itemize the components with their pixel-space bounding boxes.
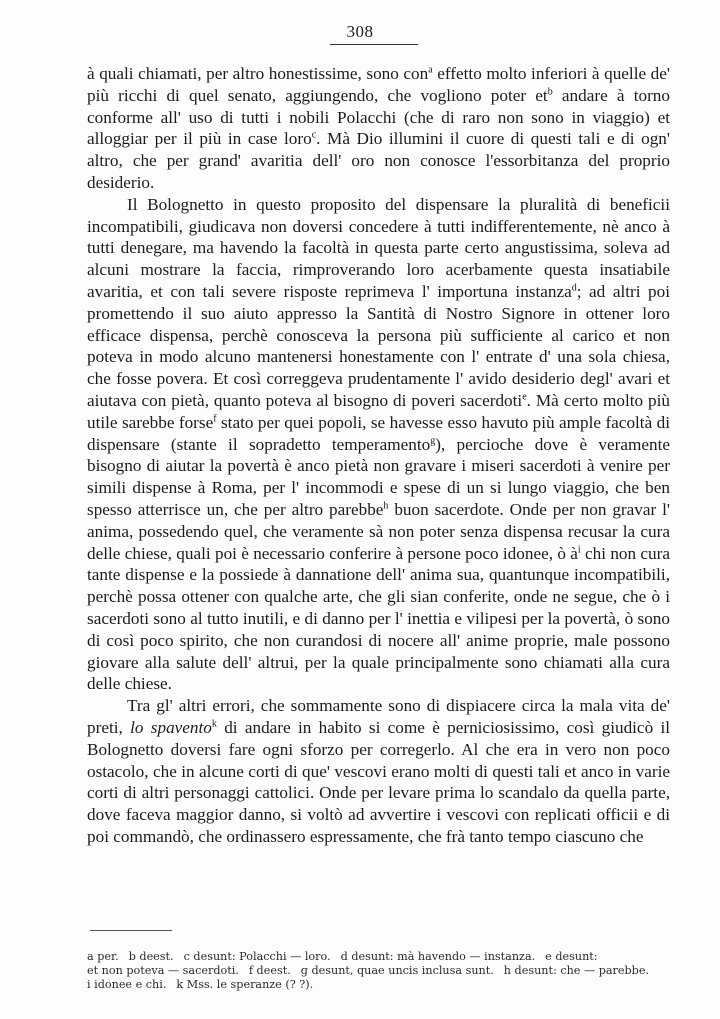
footnote-entry: e desunt: (545, 950, 598, 963)
text-run: ), percioche dove è veramente bisogno di aiutar la povertà è anco pietà non gravare i miseri sacerdoti à venire per simili dispense à Roma, per l' incommodi e spese di un si lungo viaggio, che ben spesso atterrisce un, che per altro parebbe (87, 434, 670, 519)
footnote-entry: a per. (87, 950, 119, 963)
footnote-line (87, 950, 670, 964)
text-run: Il Bolognetto in questo proposito del dispensare la pluralità di beneficii incompatibili, giudicava non doversi concedere à tutti indifferentemente, nè anco à tutti denegare, ma havendo la facoltà in questa parte certo angustissima, soleva ad alcuni mostrare la faccia, rimproverando loro acerbamente questa insatiabile avaritia, et con tali severe risposte reprimeva l' importuna instanza (87, 194, 670, 301)
text-run: chi non cura tante dispense e la possiede à dannatione dell' anima sua, quantunque incompatibili, perchè possa ottener con qualche arte, che gli sian conferite, onde ne segue, che ò i sacerdoti sono al tutto inutili, e di danno per l' inettia e vilipesi per la povertà, ò sono di così poco spirito, che non curandosi di nocere all' anime proprie, male possono giovare alla salute dell' altrui, per la quale principalmente sono chiamati alla cura delle chiese. (87, 543, 670, 694)
footnote-entry: b deest. (128, 950, 174, 963)
footnote-entry: d desunt: mà havendo — instanza. (340, 950, 536, 963)
footnote-marker: f (213, 413, 217, 425)
paragraph (87, 695, 670, 848)
text-run: à quali chiamati, per altro honestissime, sono con (87, 64, 429, 83)
text-run: andare à torno conforme all' uso di tutti i nobili Polacchi (che di raro non sono in viaggio) et alloggiar per il più in case loro (87, 85, 670, 149)
footnote-line (87, 978, 670, 992)
body-text (87, 63, 670, 848)
footnote-marker: c (311, 129, 317, 141)
text-run: effetto molto inferiori à quelle de' più ricchi di quel senato, aggiungendo, che vogliono poter et (87, 64, 670, 105)
page-number: 308 (346, 22, 374, 41)
footnote-rule (90, 930, 172, 931)
footnote-marker: a (428, 64, 433, 76)
footnote-entry: i idonee e chi. (87, 978, 167, 991)
page-number-rule (330, 44, 418, 45)
text-run: . Mà Dio illumini il cuore di questi tali e di ogn' altro, che per grand' avaritia dell' oro non conosce l'essorbitanza del proprio desiderio. (87, 129, 670, 192)
text-run: stato per quei popoli, se havesse esso havuto più ample facoltà di dispensare (stante il sopradetto temperamento (87, 412, 670, 454)
footnote-marker: i (577, 543, 581, 555)
text-run: . Mà certo molto più utile sarebbe forse (87, 390, 670, 432)
footnote-line (87, 964, 670, 978)
footnote-marker: g (430, 434, 436, 446)
paragraph (87, 63, 670, 194)
footnote-marker: h (383, 500, 389, 512)
footnote-entry: h desunt: che — parebbe. (503, 964, 650, 977)
text-run: Tra gl' altri errori, che sommamente sono di dispiacere circa la mala vita de' preti, (87, 696, 670, 737)
text-run: ; ad altri poi promettendo il suo aiuto appresso la Santità di Nostro Signore in ottener loro efficace dispensa, perchè conosceva la persona più sufficiente al carico et non poteva in modo alcuno mantenersi honestamente con l' entrate d' una sola chiesa, che fosse povera. Et così correggeva prudentamente l' avido desiderio degl' avari et aiutava con pietà, quanto poteva al bisogno di poveri sacerdoti (87, 281, 670, 410)
footnote-entry: et non poteva — sacerdoti. (87, 964, 239, 977)
footnote-entry: f deest. (248, 964, 291, 977)
footnote-entry: k Mss. le speranze (? ?). (176, 978, 314, 991)
emphasized-text: lo spavento (130, 717, 212, 737)
text-run: buon sacerdote. Onde per non gravar l' anima, possedendo quel, che veramente sà non poter senza dispensa recusar la cura delle chiese, quali poi è necessario conferire à persone poco idonee, ò à (87, 499, 670, 563)
footnotes (87, 950, 670, 992)
footnote-entry: g desunt, quae uncis inclusa sunt. (300, 964, 494, 977)
paragraph (87, 194, 670, 695)
footnote-marker: k (211, 718, 217, 730)
footnote-marker: b (547, 86, 553, 98)
footnote-marker: e (522, 391, 527, 403)
footnote-marker: d (571, 282, 577, 294)
text-run: di andare in habito si come è perniciosissimo, così giudicò il Bolognetto doversi fare ogni sforzo per corregerlo. Al che era in vero non poco ostacolo, che in alcune corti di que' vescovi erano molti di questi tali et anco in varie corti di altri personaggi cattolici. Onde per levare prima lo scandalo da quella parte, dove faceva maggior danno, si voltò ad avvertire i vescovi con replicati officii e di poi commandò, che ordinassero espressamente, che frà tanto tempo ciascuno che (87, 717, 671, 846)
footnote-entry: c desunt: Polacchi — loro. (183, 950, 331, 963)
